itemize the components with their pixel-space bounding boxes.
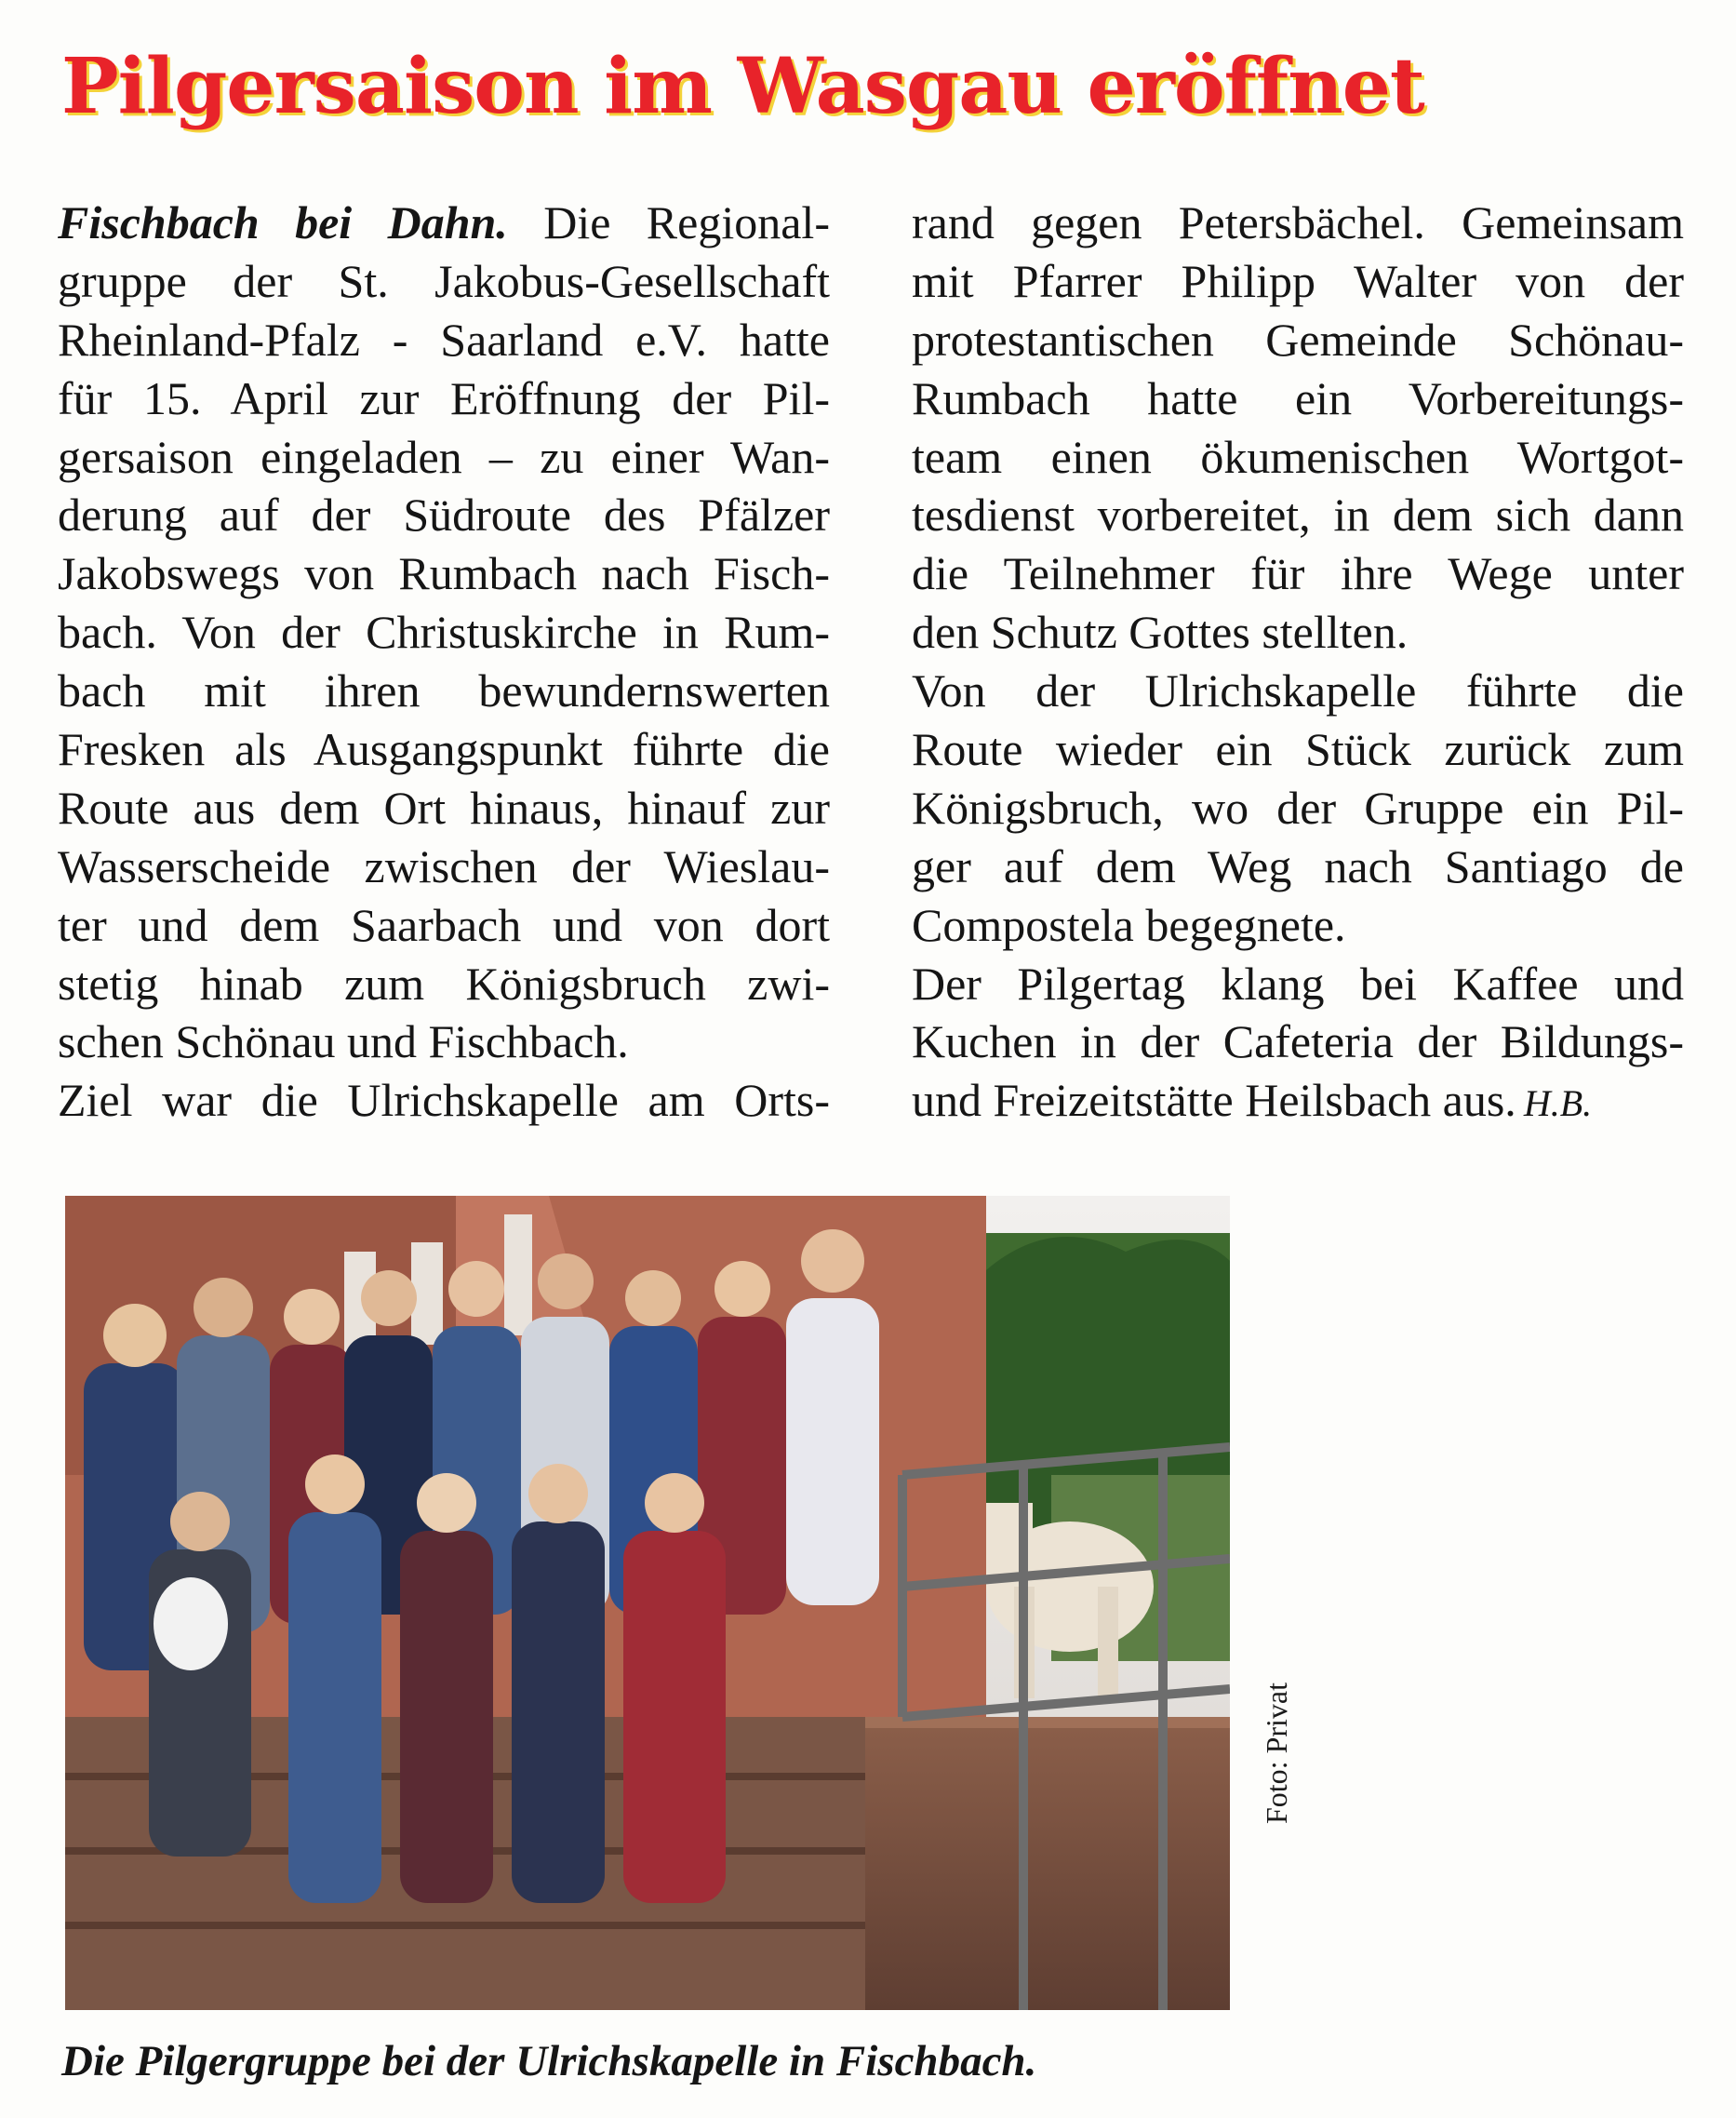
group-photo [65,1196,1230,2010]
text-line: tesdienst vorbereitet, in dem sich dann [912,489,1684,542]
text-line: Wasserscheide zwischen der Wieslau- [58,839,830,892]
text-line: Compostela begegnete. [912,898,1346,951]
text-line-last: und Freizeitstätte Heilsbach aus. [912,1074,1516,1127]
headline: Pilgersaison im Wasgau eröffnet [61,42,1424,131]
text-line: Von der Ulrichskapelle führte die [912,664,1684,717]
text-line: Der Pilgertag klang bei Kaffee und [912,957,1684,1010]
text-line-rest: Die Regional- [507,196,830,248]
text-line: Kuchen in der Cafeteria der Bildungs- [912,1015,1684,1068]
text-line: mit Pfarrer Philipp Walter von der [912,254,1684,307]
text-line [58,194,830,252]
text-line: ter und dem Saarbach und von dort [58,898,830,951]
text-line: Ziel war die Ulrichskapelle am Orts- [58,1074,830,1127]
dateline: Fischbach bei Dahn. [58,196,508,248]
text-line: Route aus dem Ort hinaus, hinauf zur [58,781,830,834]
text-line: schen Schönau und Fischbach. [58,1015,629,1068]
text-line: protestantischen Gemeinde Schönau- [912,313,1684,366]
photo-caption: Die Pilgergruppe bei der Ulrichskapelle in Fischbach. [61,2037,1037,2085]
text-line: Rumbach hatte ein Vorbereitungs- [912,371,1684,424]
text-line: Jakobswegs von Rumbach nach Fisch- [58,547,830,600]
text-line: die Teilnehmer für ihre Wege unter [912,547,1684,600]
article-column-right [912,194,1684,1130]
text-line: ger auf dem Weg nach Santiago de [912,839,1684,892]
text-line: den Schutz Gottes stellten. [912,606,1409,659]
text-line: gruppe der St. Jakobus-Gesellschaft [58,254,830,307]
text-line: Rheinland-Pfalz - Saarland e.V. hatte [58,313,830,366]
text-line: bach mit ihren bewundernswerten [58,664,830,717]
text-line: stetig hinab zum Königsbruch zwi- [58,957,830,1010]
text-line: derung auf der Südroute des Pfälzer [58,489,830,542]
photo-credit: Foto: Privat [1260,1682,1293,1824]
group-photo-illustration [65,1196,1230,2010]
text-line: Königsbruch, wo der Gruppe ein Pil- [912,781,1684,834]
text-line: team einen ökumenischen Wortgot- [912,430,1684,483]
text-line: Route wieder ein Stück zurück zum [912,723,1684,776]
text-line: gersaison eingeladen – zu einer Wan- [58,430,830,483]
text-line [912,1071,1684,1130]
text-line: für 15. April zur Eröffnung der Pil- [58,371,830,424]
text-line: rand gegen Petersbächel. Gemeinsam [912,196,1684,248]
article-column-left [58,194,830,1130]
text-line: bach. Von der Christuskirche in Rum- [58,606,830,659]
author-signature: H.B. [1523,1082,1593,1125]
text-line: Fresken als Ausgangspunkt führte die [58,723,830,776]
